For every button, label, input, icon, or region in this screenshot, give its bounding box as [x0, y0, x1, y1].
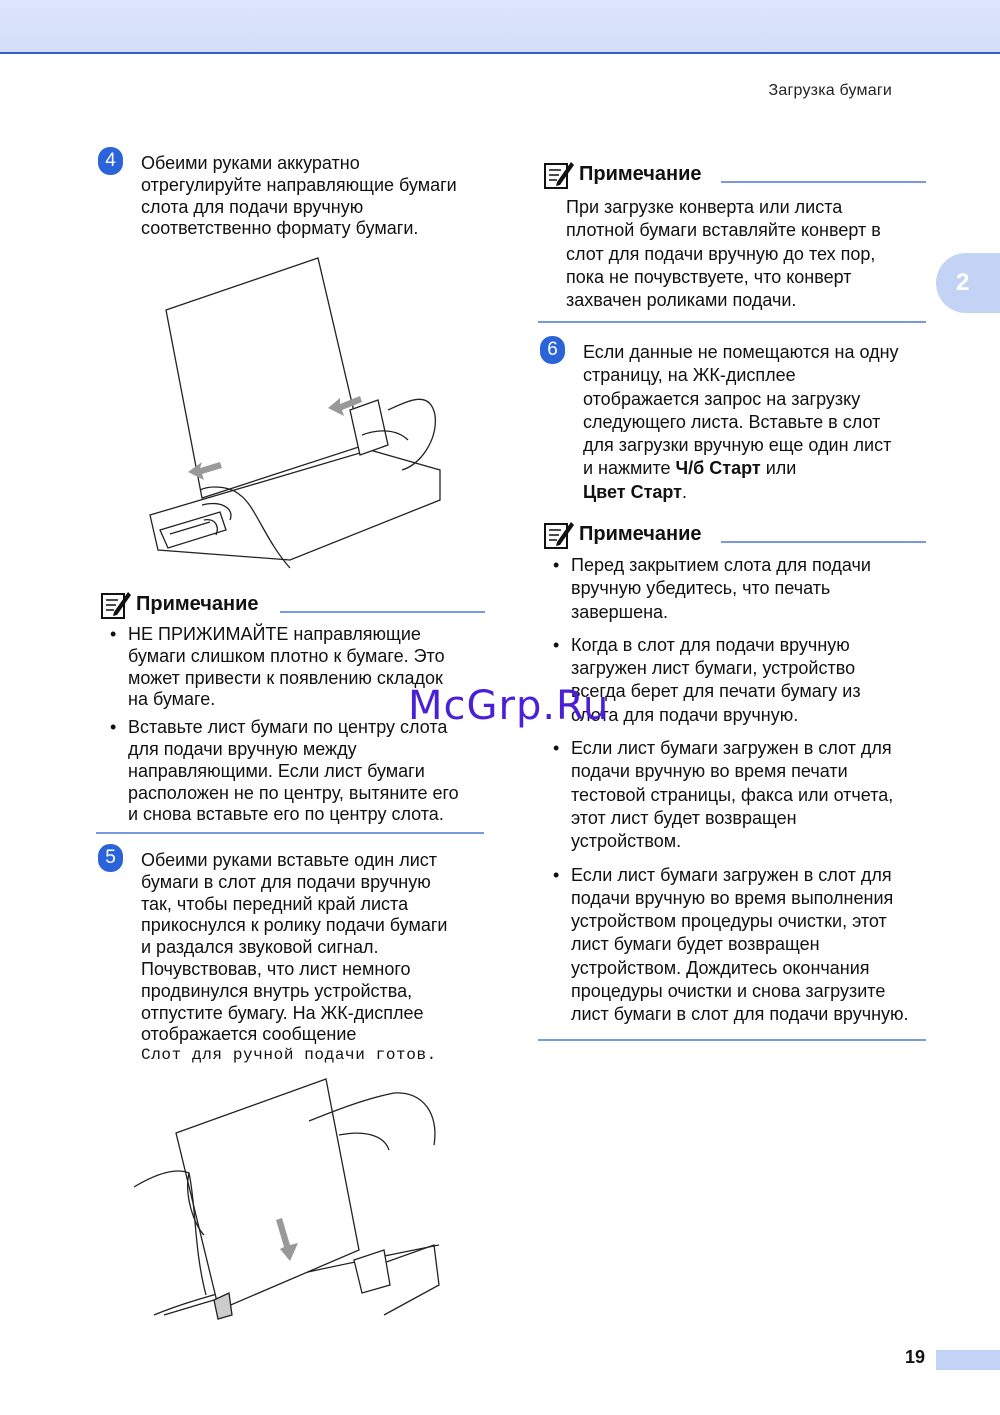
chapter-tab: 2: [936, 253, 1000, 313]
note-left-end-rule: [96, 832, 484, 834]
note-right-item-1: • Перед закрытием слота для подачи вручную убедитесь, что печать завершена.: [543, 554, 933, 624]
note-title-rule: [721, 181, 926, 183]
running-header: Загрузка бумаги: [768, 82, 892, 99]
note-title-rule: [280, 611, 485, 613]
note-title: Примечание: [136, 593, 259, 615]
paper-guides-illustration: [140, 250, 450, 580]
step-6-or: или: [760, 458, 797, 479]
lcd-message: Слот для ручной подачи готов.: [141, 1046, 437, 1064]
step-5-text: Обеими руками вставьте один лист бумаги в слот для подачи вручную так, чтобы передний край листа прикоснулся к ролику подачи бумаги и раздался звуковой сигнал. Почувствовав, что лист немного продвинулся внутрь устройства, отпустите бумагу. На ЖК-дисплее отображается сообщение: [141, 850, 448, 1045]
note-right-bottom: [543, 520, 933, 1033]
note-right-top-end-rule: [538, 321, 926, 323]
step-6-badge: 6: [540, 336, 565, 364]
note-right-top: [543, 160, 928, 312]
bw-start-key: Ч/б Старт: [675, 458, 761, 479]
note-pencil-icon: [543, 158, 575, 190]
note-right-bottom-end-rule: [538, 1039, 926, 1041]
note-right-item-4: • Если лист бумаги загружен в слот для подачи вручную во время выполнения устройством процедуры очистки, этот лист бумаги будет возвращен устройством. Дождитесь окончания процедуры очистки и снова загрузите лист бумаги в слот для подачи вручную.: [543, 864, 933, 1027]
insert-paper-illustration: [134, 1075, 444, 1320]
note-title: Примечание: [579, 523, 702, 545]
step-4-text: Обеими руками аккуратно отрегулируйте направляющие бумаги слота для подачи вручную соответственно формату бумаги.: [141, 153, 457, 239]
note-right-top-text: При загрузке конверта или листа плотной бумаги вставляйте конверт в слот для подачи вручную до тех пор, пока не почувствуете, что конверт захвачен роликами подачи.: [566, 197, 881, 311]
note-left-item-1: • НЕ ПРИЖИМАЙТЕ направляющие бумаги слишком плотно к бумаге. Это может привести к появлению складок на бумаге.: [100, 624, 485, 711]
step-4-badge: 4: [98, 147, 123, 175]
color-start-key: Цвет Старт: [583, 481, 682, 502]
footer-tab: [936, 1350, 1000, 1370]
step-6-body: Если данные не помещаются на одну страницу, на ЖК-дисплее отображается запрос на загрузку следующего листа. Вставьте в слот для загрузки вручную еще один лист и нажмите: [583, 342, 899, 479]
note-left-item-2: • Вставьте лист бумаги по центру слота для подачи вручную между направляющими. Если лист бумаги расположен не по центру, вытяните его и снова вставьте его по центру слота.: [100, 717, 485, 826]
top-banner: [0, 0, 1000, 54]
note-title-rule: [721, 541, 926, 543]
note-pencil-icon: [543, 518, 575, 550]
note-right-item-3: • Если лист бумаги загружен в слот для подачи вручную во время печати тестовой страницы, факса или отчета, этот лист будет возвращен устройством.: [543, 737, 933, 853]
watermark: McGrp.Ru: [408, 683, 610, 729]
step-5-badge: 5: [98, 844, 123, 872]
note-right-item-2: • Когда в слот для подачи вручную загружен лист бумаги, устройство всегда берет для печати бумагу из слота для подачи вручную.: [543, 634, 933, 727]
step-6-text: [583, 341, 933, 504]
note-pencil-icon: [100, 588, 132, 620]
page-number: 19: [905, 1347, 926, 1367]
step-6-end: .: [681, 481, 687, 502]
note-title: Примечание: [579, 163, 702, 185]
